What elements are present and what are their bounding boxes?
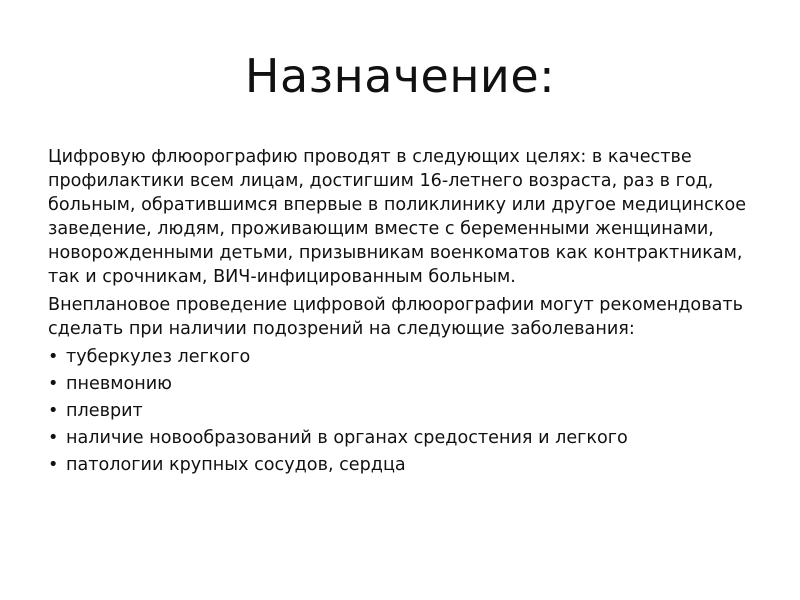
bullet-icon: • [48,374,59,394]
paragraph-purpose: Цифровую флюорографию проводят в следующих целях: в качестве профилактики всем лицам, достигшим 16-летнего возраста, раз в год, больным, обратившимся впервые в поликлинику или другое медицинское заведение, людям, проживающим вместе с беременными женщинами, новорожденными детьми, призывникам военкоматов как контрактникам, так и срочникам, ВИЧ-инфицированным больным. [48,147,747,287]
list-item [48,345,768,369]
list-item-text: плеврит [66,401,143,421]
bullet-icon: • [48,455,59,475]
bullet-icon: • [48,428,59,448]
paragraph-unplanned: Внеплановое проведение цифровой флюорографии могут рекомендовать сделать при наличии подозрений на следующие заболевания: [48,295,743,339]
slide-title: Назначение: [244,49,556,103]
slide-body [48,145,768,480]
list-item [48,399,768,423]
disease-list [48,345,768,477]
bullet-icon: • [48,347,59,367]
list-item [48,453,768,477]
list-item-text: туберкулез легкого [66,347,251,367]
list-item-text: пневмонию [66,374,172,394]
list-item-text: наличие новообразований в органах средостения и легкого [66,428,628,448]
list-item [48,372,768,396]
list-item-text: патологии крупных сосудов, сердца [66,455,406,475]
bullet-icon: • [48,401,59,421]
list-item [48,426,768,450]
